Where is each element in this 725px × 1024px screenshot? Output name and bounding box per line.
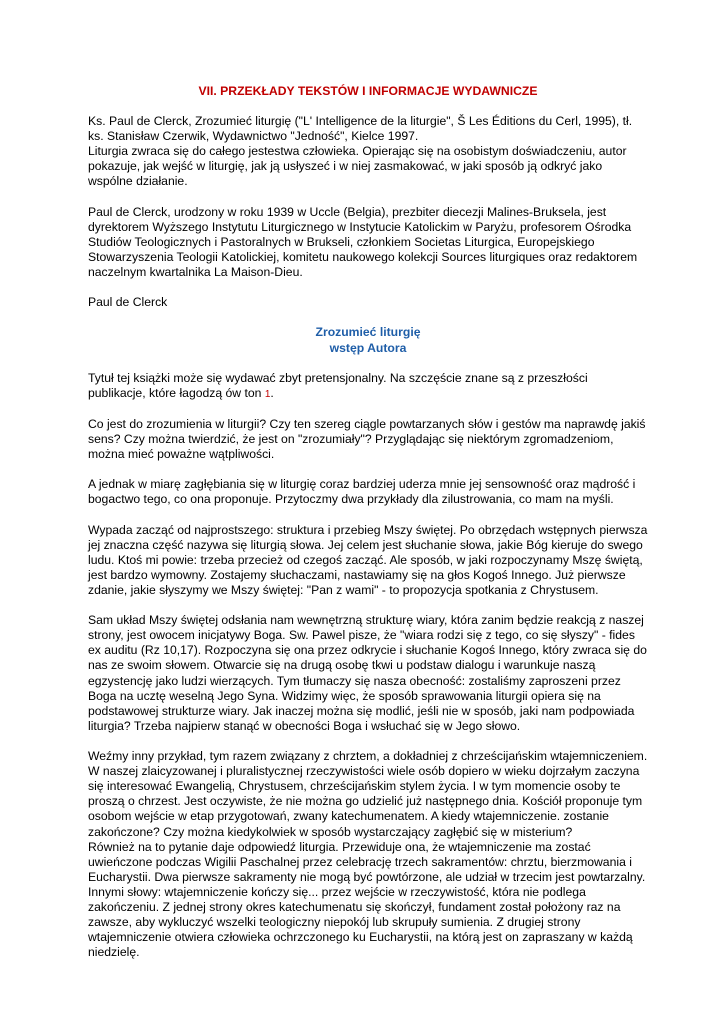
paragraph-7: Również na to pytanie daje odpowiedź liturgia. Przewiduje ona, że wtajemniczenie ma zostać uwieńczone podczas Wigilii Paschalnej przez celebrację trzech sakramentów: chrztu, bierzmowania i Eucharystii. Dwa pierwsze sakramenty nie mogą być powtórzone, ale udział w trzecim jest powtarzalny. Innymi słowy: wtajemniczenie kończy się... przez wejście w rzeczywistość, która nie podlega zakończeniu. Z jednej strony okres katechumenatu się skończył, fundament został położony raz na zawsze, aby wykluczyć wszelki teologiczny niepokój lub skrupuły sumienia. Z drugiej strony wtajemniczenie otwiera człowieka ochrzczonego ku Eucharystii, na którą jest on zapraszany w każdą niedzielę. (88, 839, 646, 960)
paragraph-1-end: . (270, 385, 274, 400)
paragraph-1-text: Tytuł tej książki może się wydawać zbyt pretensjonalny. Na szczęście znane są z przeszłości publikacje, które łagodzą ów ton (88, 370, 588, 400)
author-bio: Paul de Clerck, urodzony w roku 1939 w Uccle (Belgia), prezbiter diecezji Malines-Bruksela, jest dyrektorem Wyższego Instytutu Liturgicznego w Instytucie Katolickim w Paryżu, profesorem Ośrodka Studiów Teologicznych i Pastoralnych w Brukseli, członkiem Societas Liturgica, Europejskiego Stowarzyszenia Teologii Katolickiej, komitetu naukowego kolekcji Sources liturgiques oraz redaktorem naczelnym kwartalnika La Maison-Dieu. (88, 204, 638, 280)
chapter-subtitle-line: wstęp Autora (329, 340, 407, 355)
paragraph-1 (88, 371, 648, 402)
bibliographic-note: Ks. Paul de Clerck, Zrozumieć liturgię ("L' Intelligence de la liturgie", Š Les Éditions du Cerl, 1995), tł. ks. Stanisław Czerwik, Wydawnictwo "Jedność", Kielce 1997. (88, 114, 633, 144)
author-signature: Paul de Clerck (88, 295, 168, 310)
document-page (88, 84, 648, 975)
footnote-link[interactable]: 1 (264, 388, 271, 400)
paragraph-4: Wypada zacząć od najprostszego: struktura i przebieg Mszy świętej. Po obrzędach wstępnych pierwsza jej znaczna część nazywa się liturgią słowa. Jej celem jest słuchanie słowa, jakie Bóg kieruje do swego ludu. Ktoś mi powie: trzeba przecież od czegoś zacząć. Ale sposób, w jaki rozpoczynamy Mszę świętą, jest bardzo wymowny. Zostajemy słuchaczami, nastawiamy się na głos Kogoś Innego. Już pierwsze zdanie, jakie słyszymy we Mszy świętej: "Pan z wami" - to propozycja spotkania z Chrystusem. (88, 522, 648, 597)
book-description: Liturgia zwraca się do całego jestestwa człowieka. Opierając się na osobistym doświadczeniu, autor pokazuje, jak wejść w liturgię, jak ją usłyszeć i w niej zasmakować, w jaki sposób ją odkryć jako wspólne działanie. (88, 144, 627, 189)
paragraph-5: Sam układ Mszy świętej odsłania nam wewnętrzną strukturę wiary, która zanim będzie reakcją z naszej strony, jest owocem inicjatywy Boga. Sw. Pawel pisze, że "wiara rodzi się z tego, co się słyszy" - fides ex auditu (Rz 10,17). Rozpoczyna się ona przez odkrycie i słuchanie Kogoś Innego, który zwraca się do nas ze swoim słowem. Otwarcie się na drugą osobę tkwi u podstaw dialogu i warunkuje naszą egzystencję jako ludzi wierzących. Tym tłumaczy się nasza obecność: zostaliśmy zaproszeni przez Boga na ucztę weselną Jego Syna. Widzimy więc, że sposób sprawowania liturgii opiera się na podstawowej strukturze wiary. Jak inaczej można się modlić, jeśli nie w sposób, jaki nam podpowiada liturgia? Trzeba najpierw stanąć w obecności Boga i wsłuchać się w Jego słowo. (88, 613, 647, 733)
section-heading: VII. PRZEKŁADY TEKSTÓW I INFORMACJE WYDAWNICZE (198, 84, 538, 98)
paragraph-3: A jednak w miarę zagłębiania się w liturgię coraz bardziej uderza mnie jej sensowność oraz mądrość i bogactwo tego, co ona proponuje. Przytoczmy dwa przykłady dla zilustrowania, co mam na myśli. (88, 477, 636, 507)
chapter-title (88, 325, 648, 355)
chapter-title-line: Zrozumieć liturgię (315, 325, 421, 340)
paragraph-6: Weźmy inny przykład, tym razem związany z chrztem, a dokładniej z chrześcijańskim wtajemniczeniem. W naszej zlaicyzowanej i pluralistycznej rzeczywistości wiele osób dopiero w wieku dojrzałym zaczyna się interesować Ewangelią, Chrystusem, chrześcijańskim stylem życia. I w tym momencie osoby te proszą o chrzest. Jest oczywiste, że nie można go udzielić już następnego dnia. Kościół proponuje tym osobom wejście w etap przygotowań, zwany katechumenatem. A kiedy wtajemniczenie. zostanie zakończone? Czy można kiedykolwiek w sposób wystarczający zagłębić się w misterium? (88, 749, 648, 839)
paragraph-2: Co jest do zrozumienia w liturgii? Czy ten szereg ciągle powtarzanych słów i gestów ma naprawdę jakiś sens? Czy można twierdzić, że jest on "zrozumiały"? Przyglądając się niektórym zgromadzeniom, można mieć poważne wątpliwości. (88, 416, 646, 462)
